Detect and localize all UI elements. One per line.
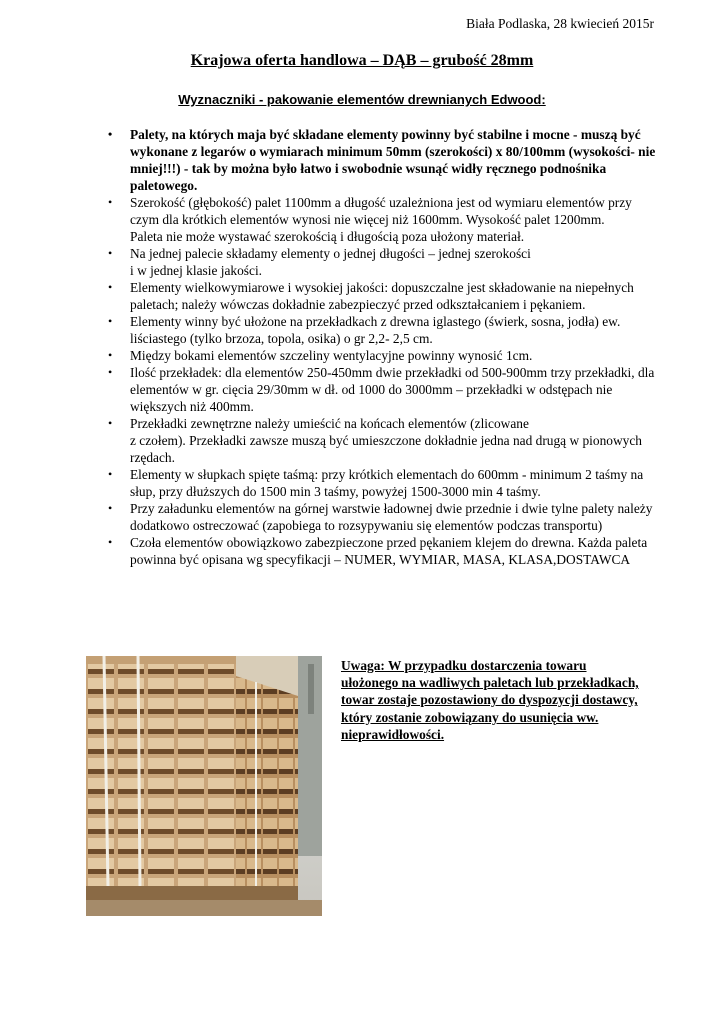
- list-item: [108, 245, 660, 279]
- list-item-text: Szerokość (głębokość) palet 1100mm a długość uzależniona jest od wymiaru elementów przy czym dla krótkich elementów wynosi nie więcej niż 1600mm. Wysokość palet 1200mm.: [130, 195, 632, 227]
- list-item: [108, 279, 660, 313]
- bullet-icon: •: [108, 314, 113, 328]
- list-item-text: Elementy wielkowymiarowe i wysokiej jakości: dopuszczalne jest składowanie na niepełnych paletach; należy wówczas dokładnie zabezpieczyć przed odkształcaniem i pękaniem.: [130, 280, 634, 312]
- list-item: [108, 500, 660, 534]
- list-item: [108, 534, 660, 568]
- bullet-icon: •: [108, 535, 113, 549]
- list-item: [108, 364, 660, 415]
- list-item-text: Przy załadunku elementów na górnej warstwie ładownej dwie przednie i dwie tylne palety należy dodatkowo ostreczować (zapobiega to rozsypywaniu się elementów podczas transportu): [130, 501, 653, 533]
- list-item-text: Między bokami elementów szczeliny wentylacyjne powinny wynosić 1cm.: [130, 348, 533, 363]
- list-item: [108, 194, 660, 245]
- list-item: [108, 347, 660, 364]
- document-date: Biała Podlaska, 28 kwiecień 2015r: [466, 16, 654, 31]
- list-item-text: Elementy w słupkach spięte taśmą: przy krótkich elementach do 600mm - minimum 2 taśmy na słup, przy dłuższych do 1500 min 3 taśmy, powyżej 1500-3000 min 4 taśmy.: [130, 467, 644, 499]
- bullet-icon: •: [108, 501, 113, 515]
- bullet-icon: •: [108, 416, 113, 430]
- list-item-text: Ilość przekładek: dla elementów 250-450mm dwie przekładki od 500-900mm trzy przekładki, dla elementów w gr. cięcia 29/30mm w dł. od 1000 do 3000mm – przekładki w odstępach nie większych niż 400mm.: [130, 365, 655, 414]
- list-item: [108, 466, 660, 500]
- bullet-icon: •: [108, 280, 113, 294]
- bullet-icon: •: [108, 467, 113, 481]
- list-item: [108, 126, 660, 194]
- document-subtitle: Wyznaczniki - pakowanie elementów drewnianych Edwood:: [178, 92, 546, 107]
- list-item-text: Przekładki zewnętrzne należy umieścić na końcach elementów (zlicowane: [130, 416, 529, 431]
- bullet-icon: •: [108, 246, 113, 260]
- document-title: Krajowa oferta handlowa – DĄB – grubość 28mm: [190, 52, 534, 69]
- list-item-text: Czoła elementów obowiązkowo zabezpieczone przed pękaniem klejem do drewna. Każda paleta powinna być opisana wg specyfikacji – NUMER, WYMIAR, MASA, KLASA,DOSTAWCA: [130, 535, 648, 567]
- list-item-text: Na jednej palecie składamy elementy o jednej długości – jednej szerokości: [130, 246, 531, 261]
- warning-note: Uwaga: W przypadku dostarczenia towaru ułożonego na wadliwych paletach lub przekładkach, towar zostaje pozostawiony do dyspozycji dostawcy, który zostanie zobowiązany do usunięcia ww. nieprawidłowości.: [341, 658, 639, 742]
- list-item-text: Palety, na których maja być składane elementy powinny być stabilne i mocne - muszą być wykonane z legarów o wymiarach minimum 50mm (szerokości) x 80/100mm (wysokości- nie mniej!!!) - tak by można było łatwo i swobodnie wsunąć widły ręcznego podnośnika paletowego.: [130, 127, 656, 193]
- list-item-extra-text: Paleta nie może wystawać szerokością i długością poza ułożony materiał.: [130, 229, 525, 244]
- bullet-icon: •: [108, 127, 113, 141]
- bullet-icon: •: [108, 195, 113, 209]
- list-item-extra-text: z czołem). Przekładki zawsze muszą być umieszczone dokładnie jedna nad drugą w pionowych rzędach.: [130, 433, 642, 465]
- wood-stack-image: [86, 656, 322, 916]
- list-item: [108, 415, 660, 466]
- requirements-list: [108, 126, 660, 568]
- list-item-text: Elementy winny być ułożone na przekładkach z drewna iglastego (świerk, sosna, jodła) ew. liściastego (tylko brzoza, topola, osika) o gr 2,2- 2,5 cm.: [130, 314, 621, 346]
- list-item-extra-text: i w jednej klasie jakości.: [130, 263, 263, 278]
- wood-stack-photo: [86, 656, 322, 916]
- bullet-icon: •: [108, 348, 113, 362]
- list-item: [108, 313, 660, 347]
- bullet-icon: •: [108, 365, 113, 379]
